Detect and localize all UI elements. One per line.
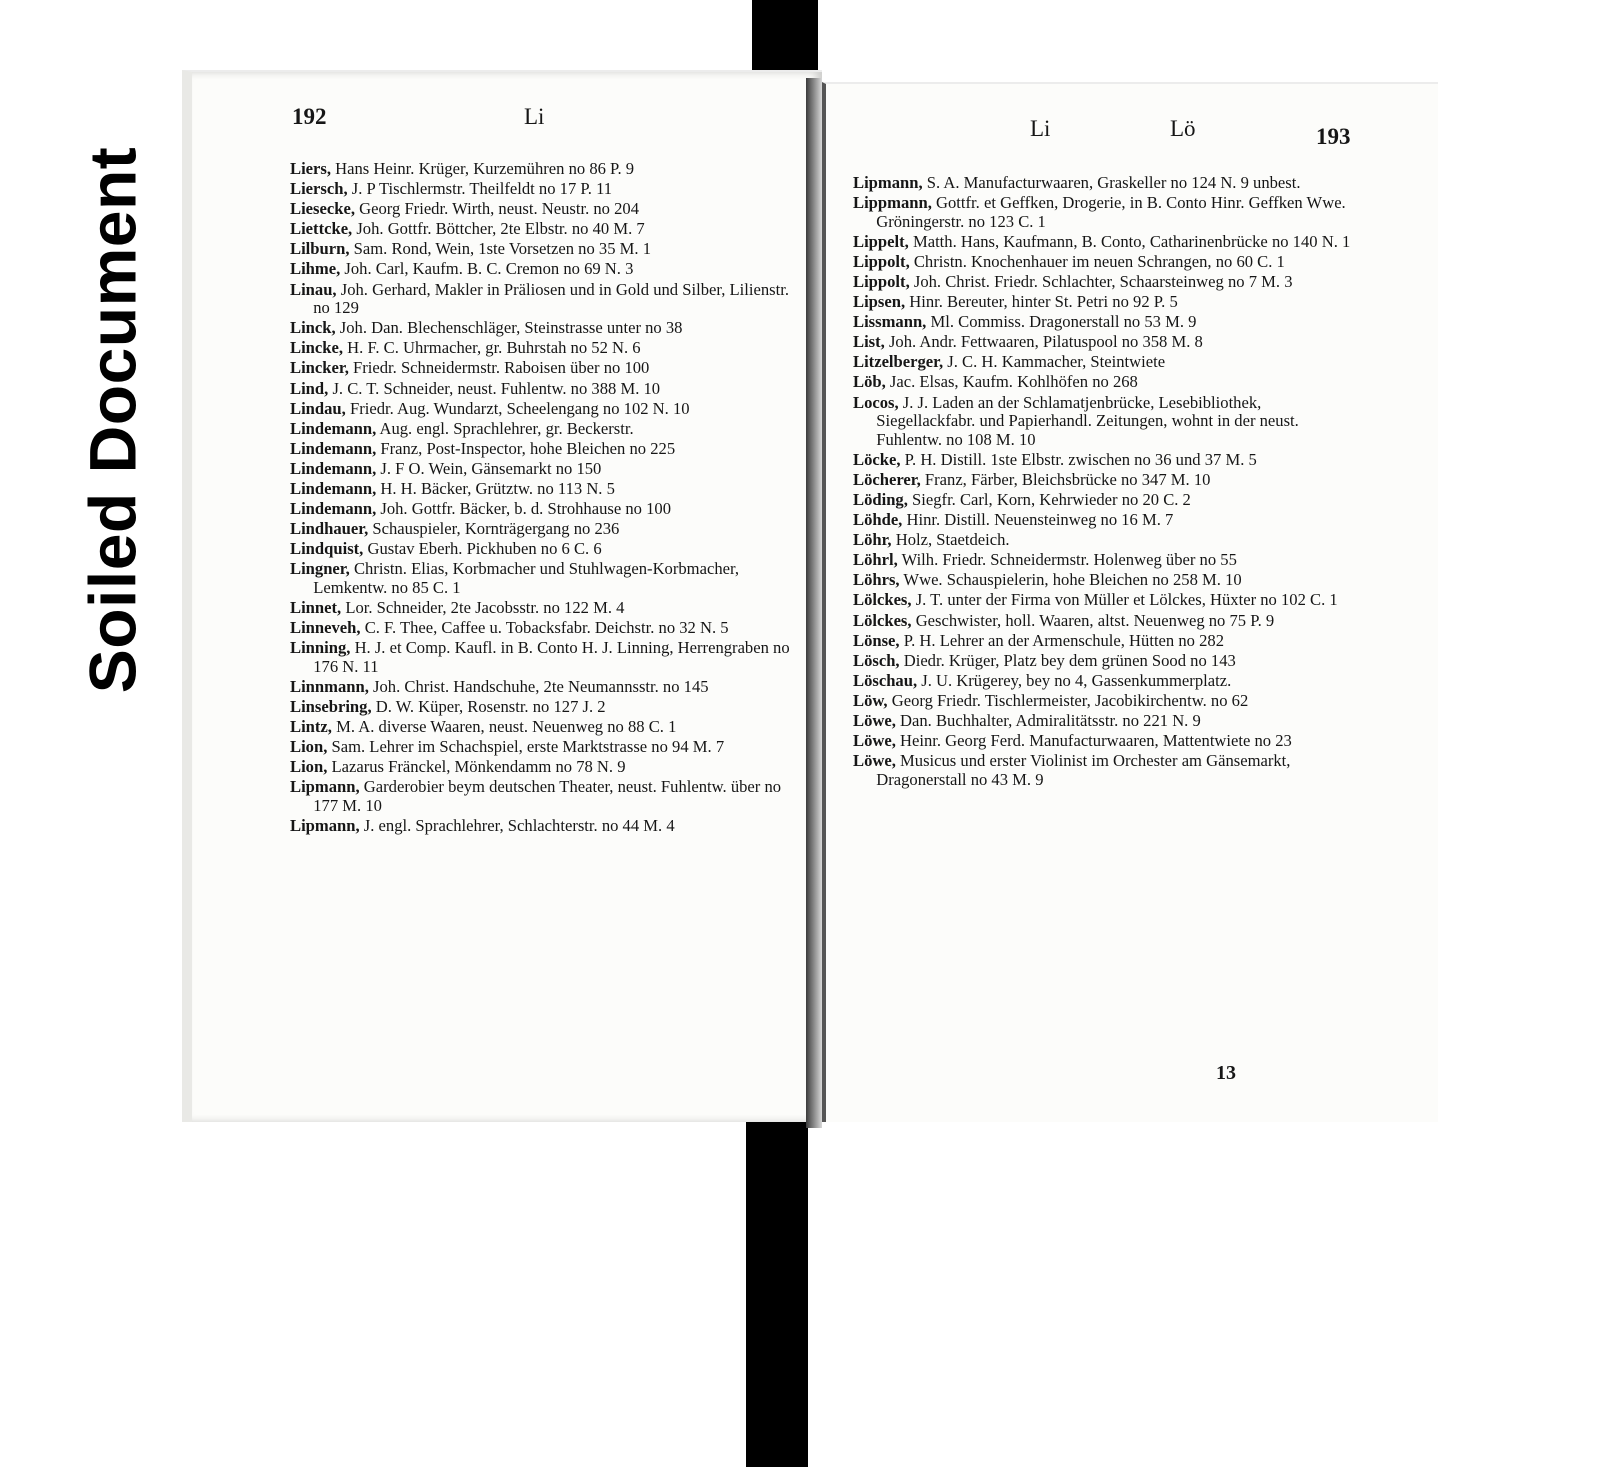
entry-surname: Lincke, <box>290 338 344 358</box>
left-page-entries <box>290 160 790 837</box>
entry-details: Ml. Commiss. Dragonerstall no 53 M. 9 <box>926 312 1197 332</box>
right-page-header-right: Lö <box>1170 116 1196 141</box>
stamp-text: Soiled Document <box>75 146 149 694</box>
entry-details: D. W. Küper, Rosenstr. no 127 J. 2 <box>371 697 606 717</box>
directory-entry <box>290 380 790 399</box>
directory-entry <box>853 373 1351 392</box>
directory-entry <box>290 619 790 638</box>
directory-entry <box>853 353 1351 372</box>
entry-surname: Lipmann, <box>290 816 360 836</box>
directory-entry <box>290 678 790 697</box>
directory-entry <box>290 160 790 179</box>
entry-details: Wilh. Friedr. Schneidermstr. Holenweg über no 55 <box>897 550 1237 570</box>
entry-details: Schauspieler, Kornträgergang no 236 <box>368 519 620 539</box>
entry-surname: Lippmann, <box>853 193 932 213</box>
entry-surname: Lind, <box>290 378 329 398</box>
entry-details: J. P Tischlermstr. Theilfeldt no 17 P. 11 <box>347 179 613 199</box>
directory-entry <box>290 738 790 757</box>
entry-details: J. J. Laden an der Schlamatjenbrücke, Lesebibliothek, Siegellackfabr. und Papierhandl. Zeitungen, wohnt in der neust. Fuhlentw. no 108 M. 10 <box>876 392 1299 449</box>
directory-entry <box>853 233 1351 252</box>
entry-details: M. A. diverse Waaren, neust. Neuenweg no 88 C. 1 <box>331 717 677 737</box>
entry-details: Friedr. Aug. Wundarzt, Scheelengang no 102 N. 10 <box>345 398 690 418</box>
directory-entry <box>853 273 1351 292</box>
directory-entry <box>853 491 1351 510</box>
entry-details: Georg Friedr. Wirth, neust. Neustr. no 204 <box>354 199 639 219</box>
entry-surname: Lion, <box>290 737 328 757</box>
directory-entry <box>290 359 790 378</box>
entry-surname: Linning, <box>290 638 351 658</box>
entry-details: Joh. Gottfr. Böttcher, 2te Elbstr. no 40 M. 7 <box>352 219 645 239</box>
entry-surname: Löhr, <box>853 530 892 550</box>
directory-entry <box>290 500 790 519</box>
entry-surname: Lion, <box>290 757 328 777</box>
entry-surname: Liettcke, <box>290 219 353 239</box>
directory-entry <box>290 540 790 559</box>
entry-surname: Liesecke, <box>290 199 355 219</box>
entry-details: Sam. Rond, Wein, 1ste Vorsetzen no 35 M. 1 <box>349 239 651 259</box>
entry-surname: Linneveh, <box>290 618 361 638</box>
entry-surname: Löhde, <box>853 510 903 530</box>
entry-details: Joh. Christ. Friedr. Schlachter, Schaarsteinweg no 7 M. 3 <box>909 271 1293 291</box>
entry-surname: Lippolt, <box>853 251 910 271</box>
entry-surname: Löwe, <box>853 751 896 771</box>
entry-details: Joh. Andr. Fettwaaren, Pilatuspool no 358 M. 8 <box>884 332 1203 352</box>
directory-entry <box>290 460 790 479</box>
entry-surname: Lippelt, <box>853 231 909 251</box>
entry-details: Joh. Dan. Blechenschläger, Steinstrasse unter no 38 <box>335 318 683 338</box>
directory-entry <box>290 319 790 338</box>
entry-details: C. F. Thee, Caffee u. Tobacksfabr. Deichstr. no 32 N. 5 <box>360 618 729 638</box>
entry-details: Matth. Hans, Kaufmann, B. Conto, Catharinenbrücke no 140 N. 1 <box>908 231 1351 251</box>
entry-surname: Linck, <box>290 318 336 338</box>
directory-entry <box>853 712 1351 731</box>
entry-surname: Lipmann, <box>853 173 923 192</box>
entry-details: J. T. unter der Firma von Müller et Lölckes, Hüxter no 102 C. 1 <box>911 590 1338 610</box>
entry-surname: Locos, <box>853 392 899 412</box>
entry-surname: Lipsen, <box>853 292 906 312</box>
entry-details: J. F O. Wein, Gänsemarkt no 150 <box>376 458 602 478</box>
directory-entry <box>853 612 1351 631</box>
entry-surname: Löhrl, <box>853 550 898 570</box>
entry-surname: Lindau, <box>290 398 346 418</box>
directory-entry <box>853 293 1351 312</box>
directory-entry <box>290 440 790 459</box>
entry-details: Gustav Eberh. Pickhuben no 6 C. 6 <box>363 539 602 559</box>
entry-details: Diedr. Krüger, Platz bey dem grünen Sood no 143 <box>899 650 1236 670</box>
entry-details: H. H. Bäcker, Grütztw. no 113 N. 5 <box>376 479 615 498</box>
entry-surname: Lindemann, <box>290 479 377 498</box>
directory-entry <box>853 652 1351 671</box>
directory-entry <box>853 632 1351 651</box>
directory-entry <box>853 313 1351 332</box>
entry-surname: Linnmann, <box>290 676 369 696</box>
directory-entry <box>853 394 1351 450</box>
entry-details: Christn. Elias, Korbmacher und Stuhlwagen-Korbmacher, Lemkentw. no 85 C. 1 <box>313 559 739 597</box>
directory-entry <box>290 520 790 539</box>
entry-surname: Liersch, <box>290 179 348 199</box>
directory-entry <box>290 180 790 199</box>
directory-entry <box>290 260 790 279</box>
entry-details: Christn. Knochenhauer im neuen Schrangen, no 60 C. 1 <box>909 251 1285 271</box>
directory-entry <box>290 698 790 717</box>
entry-surname: Lippolt, <box>853 271 910 291</box>
entry-surname: Lipmann, <box>290 777 360 797</box>
directory-entry <box>853 333 1351 352</box>
entry-details: Siegfr. Carl, Korn, Kehrwieder no 20 C. 2 <box>907 490 1191 509</box>
entry-surname: Lindemann, <box>290 458 377 478</box>
entry-details: Aug. engl. Sprachlehrer, gr. Beckerstr. <box>376 418 634 438</box>
directory-entry <box>290 560 790 597</box>
entry-details: Lazarus Fränckel, Mönkendamm no 78 N. 9 <box>327 757 626 777</box>
directory-entry <box>853 531 1351 550</box>
entry-surname: Lintz, <box>290 717 332 737</box>
entry-surname: Löcherer, <box>853 469 921 489</box>
entry-surname: Lösch, <box>853 650 900 670</box>
directory-entry <box>290 778 790 815</box>
entry-surname: Löschau, <box>853 670 918 690</box>
entry-surname: Lindemann, <box>290 499 377 519</box>
directory-entry <box>853 692 1351 711</box>
directory-entry <box>853 732 1351 751</box>
entry-details: Lor. Schneider, 2te Jacobsstr. no 122 M. 4 <box>341 598 625 618</box>
entry-details: Joh. Gerhard, Makler in Präliosen und in Gold und Silber, Lilienstr. no 129 <box>313 279 789 318</box>
entry-surname: Litzelberger, <box>853 352 944 372</box>
entry-details: Joh. Christ. Handschuhe, 2te Neumannsstr. no 145 <box>368 676 709 696</box>
directory-entry <box>853 511 1351 530</box>
entry-surname: Löding, <box>853 490 908 509</box>
entry-surname: Lölckes, <box>853 610 912 630</box>
directory-entry <box>290 639 790 676</box>
directory-entry <box>853 253 1351 272</box>
entry-details: Wwe. Schauspielerin, hohe Bleichen no 258 M. 10 <box>899 570 1242 590</box>
entry-details: Hinr. Distill. Neuensteinweg no 16 M. 7 <box>902 510 1174 530</box>
entry-surname: Löwe, <box>853 731 896 751</box>
entry-details: Franz, Färber, Bleichsbrücke no 347 M. 10 <box>920 469 1211 489</box>
entry-details: J. U. Krügerey, bey no 4, Gassenkummerplatz. <box>917 670 1232 690</box>
entry-surname: Löcke, <box>853 449 901 469</box>
right-page-entries <box>853 174 1351 791</box>
directory-entry <box>290 718 790 737</box>
directory-entry <box>290 281 790 318</box>
directory-entry <box>290 339 790 358</box>
directory-entry <box>290 220 790 239</box>
entry-details: Geschwister, holl. Waaren, altst. Neuenweg no 75 P. 9 <box>911 610 1275 630</box>
entry-details: H. J. et Comp. Kaufl. in B. Conto H. J. Linning, Herrengraben no 176 N. 11 <box>313 638 790 676</box>
entry-surname: Lindquist, <box>290 539 364 559</box>
binding-strip-top <box>752 0 818 78</box>
catchword: 13 <box>1216 1062 1236 1084</box>
entry-details: Joh. Carl, Kaufm. B. C. Cremon no 69 N. 3 <box>340 259 634 279</box>
entry-surname: Löwe, <box>853 711 896 731</box>
left-page-number: 192 <box>292 104 327 129</box>
entry-details: Jac. Elsas, Kaufm. Kohlhöfen no 268 <box>885 372 1138 392</box>
entry-surname: Linnet, <box>290 598 342 618</box>
entry-surname: Linau, <box>290 279 337 299</box>
entry-surname: Lindhauer, <box>290 519 369 539</box>
entry-surname: Linsebring, <box>290 697 372 717</box>
directory-entry <box>853 194 1351 231</box>
entry-surname: Lönse, <box>853 630 900 650</box>
directory-entry <box>290 480 790 499</box>
entry-details: Heinr. Georg Ferd. Manufacturwaaren, Mattentwiete no 23 <box>895 731 1292 751</box>
right-page-number: 193 <box>1316 124 1351 149</box>
entry-details: Friedr. Schneidermstr. Raboisen über no 100 <box>348 358 650 378</box>
entry-surname: Lindemann, <box>290 418 377 438</box>
entry-surname: Liers, <box>290 159 332 178</box>
entry-surname: Lihme, <box>290 259 341 279</box>
entry-surname: Lincker, <box>290 358 349 378</box>
entry-surname: Lingner, <box>290 559 350 579</box>
entry-surname: Löw, <box>853 690 888 710</box>
entry-details: Hinr. Bereuter, hinter St. Petri no 92 P. 5 <box>905 292 1178 312</box>
entry-details: H. F. C. Uhrmacher, gr. Buhrstah no 52 N. 6 <box>343 338 641 358</box>
directory-entry <box>853 174 1351 193</box>
entry-details: Georg Friedr. Tischlermeister, Jacobikirchentw. no 62 <box>887 690 1249 710</box>
directory-entry <box>853 752 1351 789</box>
directory-entry <box>853 451 1351 470</box>
soiled-document-stamp <box>52 146 172 694</box>
entry-details: Holz, Staetdeich. <box>891 530 1010 550</box>
entry-details: Sam. Lehrer im Schachspiel, erste Marktstrasse no 94 M. 7 <box>327 737 725 757</box>
entry-surname: Löhrs, <box>853 570 900 590</box>
entry-surname: Lissmann, <box>853 312 927 332</box>
directory-entry <box>290 599 790 618</box>
directory-entry <box>290 817 790 836</box>
entry-details: Garderobier beym deutschen Theater, neust. Fuhlentw. über no 177 M. 10 <box>313 777 782 815</box>
entry-details: Musicus und erster Violinist im Orchester am Gänsemarkt, Dragonerstall no 43 M. 9 <box>876 751 1291 789</box>
entry-details: P. H. Lehrer an der Armenschule, Hütten no 282 <box>899 630 1224 650</box>
directory-entry <box>290 240 790 259</box>
entry-details: J. C. T. Schneider, neust. Fuhlentw. no 388 M. 10 <box>328 378 661 398</box>
entry-details: Joh. Gottfr. Bäcker, b. d. Strohhause no 100 <box>376 499 671 519</box>
entry-surname: List, <box>853 332 885 352</box>
directory-entry <box>290 420 790 439</box>
directory-entry <box>853 591 1351 610</box>
entry-surname: Lilburn, <box>290 239 350 259</box>
left-page-header: Li <box>524 104 545 129</box>
directory-entry <box>853 672 1351 691</box>
entry-surname: Lindemann, <box>290 438 377 458</box>
directory-entry <box>853 471 1351 490</box>
entry-surname: Löb, <box>853 372 886 392</box>
entry-details: P. H. Distill. 1ste Elbstr. zwischen no 36 und 37 M. 5 <box>900 449 1257 469</box>
entry-details: Gottfr. et Geffken, Drogerie, in B. Conto Hinr. Geffken Wwe. Gröningerstr. no 123 C. 1 <box>876 193 1346 231</box>
binding-strip-bottom <box>746 1112 808 1467</box>
entry-details: S. A. Manufacturwaaren, Graskeller no 124 N. 9 unbest. <box>922 173 1301 192</box>
directory-entry <box>290 200 790 219</box>
book-gutter <box>806 78 822 1128</box>
entry-surname: Lölckes, <box>853 590 912 610</box>
directory-entry <box>290 400 790 419</box>
directory-entry <box>853 551 1351 570</box>
right-page-header-left: Li <box>1030 116 1051 141</box>
entry-details: Dan. Buchhalter, Admiralitätsstr. no 221 N. 9 <box>895 711 1201 731</box>
entry-details: Hans Heinr. Krüger, Kurzemühren no 86 P. 9 <box>331 159 635 178</box>
entry-details: Franz, Post-Inspector, hohe Bleichen no 225 <box>376 438 676 458</box>
entry-details: J. C. H. Kammacher, Steintwiete <box>943 352 1166 372</box>
entry-details: J. engl. Sprachlehrer, Schlachterstr. no 44 M. 4 <box>359 816 675 836</box>
directory-entry <box>290 758 790 777</box>
directory-entry <box>853 571 1351 590</box>
